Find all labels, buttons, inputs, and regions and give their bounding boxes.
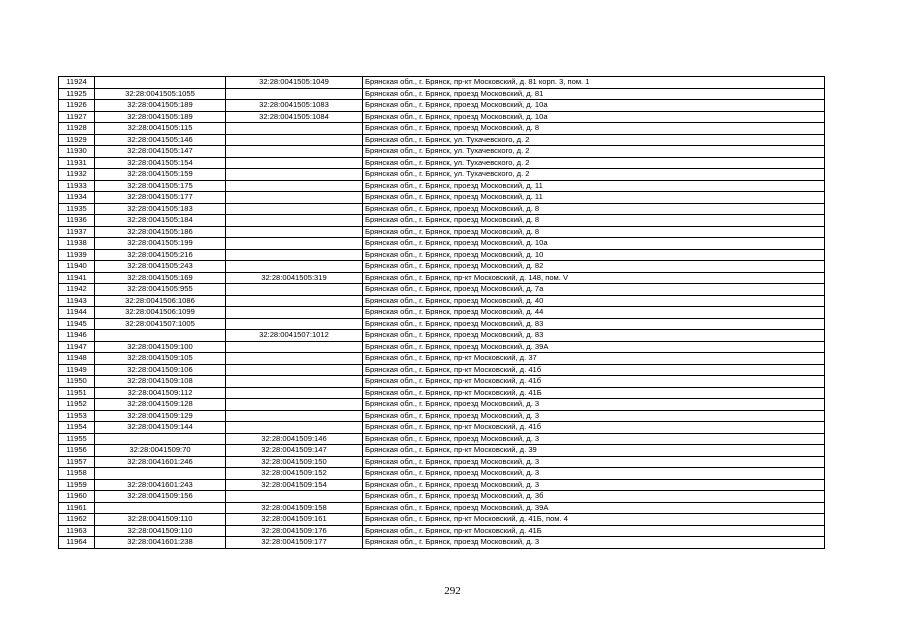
row-number-cell: 11943	[59, 295, 95, 307]
address-cell: Брянская обл., г. Брянск, проезд Московский, д. 3	[363, 410, 825, 422]
row-number-cell: 11925	[59, 88, 95, 100]
cadastral-number-cell	[95, 77, 226, 89]
building-cadastral-number-cell	[226, 123, 363, 135]
row-number-cell: 11953	[59, 410, 95, 422]
row-number-cell: 11964	[59, 537, 95, 549]
row-number-cell: 11948	[59, 353, 95, 365]
cadastral-number-cell: 32:28:0041505:189	[95, 111, 226, 123]
page-number: 292	[444, 585, 461, 597]
cadastral-number-cell: 32:28:0041505:199	[95, 238, 226, 250]
row-number-cell: 11937	[59, 226, 95, 238]
cadastral-number-cell	[95, 468, 226, 480]
building-cadastral-number-cell	[226, 376, 363, 388]
address-cell: Брянская обл., г. Брянск, проезд Московский, д. 3	[363, 456, 825, 468]
address-cell: Брянская обл., г. Брянск, пр-кт Московский, д. 81 корп. 3, пом. 1	[363, 77, 825, 89]
cadastral-number-cell: 32:28:0041505:115	[95, 123, 226, 135]
building-cadastral-number-cell	[226, 387, 363, 399]
table-row	[59, 318, 825, 330]
cadastral-number-cell: 32:28:0041601:246	[95, 456, 226, 468]
cadastral-number-cell: 32:28:0041507:1005	[95, 318, 226, 330]
cadastral-number-cell: 32:28:0041505:146	[95, 134, 226, 146]
building-cadastral-number-cell	[226, 318, 363, 330]
address-cell: Брянская обл., г. Брянск, проезд Московский, д. 8	[363, 215, 825, 227]
table-row	[59, 514, 825, 526]
cadastral-number-cell: 32:28:0041509:144	[95, 422, 226, 434]
address-cell: Брянская обл., г. Брянск, пр-кт Московский, д. 41б	[363, 364, 825, 376]
building-cadastral-number-cell	[226, 192, 363, 204]
address-cell: Брянская обл., г. Брянск, пр-кт Московский, д. 37	[363, 353, 825, 365]
cadastral-number-cell: 32:28:0041509:108	[95, 376, 226, 388]
row-number-cell: 11940	[59, 261, 95, 273]
row-number-cell: 11931	[59, 157, 95, 169]
row-number-cell: 11957	[59, 456, 95, 468]
building-cadastral-number-cell: 32:28:0041509:150	[226, 456, 363, 468]
row-number-cell: 11950	[59, 376, 95, 388]
building-cadastral-number-cell	[226, 215, 363, 227]
address-cell: Брянская обл., г. Брянск, пр-кт Московский, д. 39	[363, 445, 825, 457]
address-cell: Брянская обл., г. Брянск, пр-кт Московский, д. 41б	[363, 376, 825, 388]
cadastral-number-cell: 32:28:0041505:189	[95, 100, 226, 112]
cadastral-number-cell: 32:28:0041509:106	[95, 364, 226, 376]
building-cadastral-number-cell: 32:28:0041509:161	[226, 514, 363, 526]
address-cell: Брянская обл., г. Брянск, проезд Московский, д. 10а	[363, 111, 825, 123]
cadastral-number-cell: 32:28:0041509:105	[95, 353, 226, 365]
building-cadastral-number-cell: 32:28:0041509:177	[226, 537, 363, 549]
cadastral-number-cell: 32:28:0041506:1086	[95, 295, 226, 307]
cadastral-number-cell: 32:28:0041509:70	[95, 445, 226, 457]
building-cadastral-number-cell: 32:28:0041505:1083	[226, 100, 363, 112]
row-number-cell: 11945	[59, 318, 95, 330]
cadastral-number-cell: 32:28:0041509:156	[95, 491, 226, 503]
building-cadastral-number-cell: 32:28:0041509:152	[226, 468, 363, 480]
row-number-cell: 11935	[59, 203, 95, 215]
table-row	[59, 123, 825, 135]
address-cell: Брянская обл., г. Брянск, проезд Московский, д. 3	[363, 399, 825, 411]
building-cadastral-number-cell	[226, 295, 363, 307]
address-cell: Брянская обл., г. Брянск, пр-кт Московский, д. 148, пом. V	[363, 272, 825, 284]
row-number-cell: 11949	[59, 364, 95, 376]
address-cell: Брянская обл., г. Брянск, пр-кт Московский, д. 41Б, пом. 4	[363, 514, 825, 526]
building-cadastral-number-cell	[226, 399, 363, 411]
cadastral-number-cell: 32:28:0041505:216	[95, 249, 226, 261]
row-number-cell: 11944	[59, 307, 95, 319]
cadastral-number-cell: 32:28:0041505:147	[95, 146, 226, 158]
table-row	[59, 88, 825, 100]
building-cadastral-number-cell: 32:28:0041505:1084	[226, 111, 363, 123]
building-cadastral-number-cell	[226, 238, 363, 250]
cadastral-number-cell: 32:28:0041506:1099	[95, 307, 226, 319]
row-number-cell: 11928	[59, 123, 95, 135]
row-number-cell: 11936	[59, 215, 95, 227]
table-row	[59, 525, 825, 537]
building-cadastral-number-cell	[226, 353, 363, 365]
table-row	[59, 295, 825, 307]
table-row	[59, 456, 825, 468]
building-cadastral-number-cell: 32:28:0041509:146	[226, 433, 363, 445]
cadastral-number-cell: 32:28:0041505:177	[95, 192, 226, 204]
cadastral-number-cell	[95, 433, 226, 445]
cadastral-number-cell: 32:28:0041509:128	[95, 399, 226, 411]
table-row	[59, 180, 825, 192]
building-cadastral-number-cell	[226, 180, 363, 192]
table-row	[59, 226, 825, 238]
table-row	[59, 422, 825, 434]
cadastral-number-cell: 32:28:0041601:238	[95, 537, 226, 549]
table-row	[59, 502, 825, 514]
building-cadastral-number-cell: 32:28:0041505:319	[226, 272, 363, 284]
address-cell: Брянская обл., г. Брянск, проезд Московский, д. 40	[363, 295, 825, 307]
cadastral-number-cell: 32:28:0041505:154	[95, 157, 226, 169]
building-cadastral-number-cell: 32:28:0041509:147	[226, 445, 363, 457]
table-row	[59, 77, 825, 89]
row-number-cell: 11946	[59, 330, 95, 342]
cadastral-number-cell: 32:28:0041509:110	[95, 525, 226, 537]
row-number-cell: 11941	[59, 272, 95, 284]
table-row	[59, 341, 825, 353]
address-cell: Брянская обл., г. Брянск, ул. Тухачевского, д. 2	[363, 134, 825, 146]
cadastral-number-cell: 32:28:0041509:110	[95, 514, 226, 526]
row-number-cell: 11952	[59, 399, 95, 411]
row-number-cell: 11962	[59, 514, 95, 526]
address-cell: Брянская обл., г. Брянск, проезд Московский, д. 10а	[363, 238, 825, 250]
table-row	[59, 192, 825, 204]
cadastral-number-cell: 32:28:0041505:175	[95, 180, 226, 192]
address-cell: Брянская обл., г. Брянск, проезд Московский, д. 44	[363, 307, 825, 319]
address-cell: Брянская обл., г. Брянск, ул. Тухачевского, д. 2	[363, 146, 825, 158]
registry-table-body	[59, 77, 825, 549]
row-number-cell: 11955	[59, 433, 95, 445]
row-number-cell: 11938	[59, 238, 95, 250]
address-cell: Брянская обл., г. Брянск, проезд Московский, д. 83	[363, 330, 825, 342]
table-row	[59, 272, 825, 284]
row-number-cell: 11924	[59, 77, 95, 89]
cadastral-number-cell: 32:28:0041505:186	[95, 226, 226, 238]
row-number-cell: 11932	[59, 169, 95, 181]
address-cell: Брянская обл., г. Брянск, проезд Московский, д. 11	[363, 180, 825, 192]
table-row	[59, 376, 825, 388]
cadastral-number-cell	[95, 502, 226, 514]
row-number-cell: 11947	[59, 341, 95, 353]
table-row	[59, 111, 825, 123]
cadastral-number-cell: 32:28:0041505:169	[95, 272, 226, 284]
building-cadastral-number-cell	[226, 157, 363, 169]
building-cadastral-number-cell: 32:28:0041505:1049	[226, 77, 363, 89]
building-cadastral-number-cell	[226, 203, 363, 215]
table-row	[59, 468, 825, 480]
cadastral-number-cell	[95, 330, 226, 342]
address-cell: Брянская обл., г. Брянск, проезд Московский, д. 11	[363, 192, 825, 204]
table-row	[59, 261, 825, 273]
address-cell: Брянская обл., г. Брянск, проезд Московский, д. 3	[363, 468, 825, 480]
row-number-cell: 11927	[59, 111, 95, 123]
table-row	[59, 491, 825, 503]
table-row	[59, 157, 825, 169]
cadastral-number-cell: 32:28:0041505:955	[95, 284, 226, 296]
address-cell: Брянская обл., г. Брянск, проезд Московский, д. 8	[363, 203, 825, 215]
row-number-cell: 11961	[59, 502, 95, 514]
building-cadastral-number-cell	[226, 410, 363, 422]
row-number-cell: 11954	[59, 422, 95, 434]
table-row	[59, 169, 825, 181]
table-row	[59, 387, 825, 399]
address-cell: Брянская обл., г. Брянск, проезд Московский, д. 81	[363, 88, 825, 100]
address-cell: Брянская обл., г. Брянск, проезд Московский, д. 10а	[363, 100, 825, 112]
table-row	[59, 364, 825, 376]
building-cadastral-number-cell	[226, 422, 363, 434]
cadastral-number-cell: 32:28:0041505:1055	[95, 88, 226, 100]
address-cell: Брянская обл., г. Брянск, проезд Московский, д. 7а	[363, 284, 825, 296]
building-cadastral-number-cell	[226, 134, 363, 146]
cadastral-number-cell: 32:28:0041509:100	[95, 341, 226, 353]
building-cadastral-number-cell	[226, 261, 363, 273]
building-cadastral-number-cell: 32:28:0041509:154	[226, 479, 363, 491]
address-cell: Брянская обл., г. Брянск, проезд Московский, д. 83	[363, 318, 825, 330]
address-cell: Брянская обл., г. Брянск, пр-кт Московский, д. 41б	[363, 422, 825, 434]
building-cadastral-number-cell	[226, 226, 363, 238]
table-row	[59, 215, 825, 227]
row-number-cell: 11929	[59, 134, 95, 146]
row-number-cell: 11951	[59, 387, 95, 399]
table-row	[59, 307, 825, 319]
row-number-cell: 11933	[59, 180, 95, 192]
row-number-cell: 11959	[59, 479, 95, 491]
row-number-cell: 11960	[59, 491, 95, 503]
cadastral-number-cell: 32:28:0041505:243	[95, 261, 226, 273]
table-row	[59, 537, 825, 549]
table-row	[59, 203, 825, 215]
building-cadastral-number-cell	[226, 146, 363, 158]
address-cell: Брянская обл., г. Брянск, проезд Московский, д. 3	[363, 479, 825, 491]
cadastral-number-cell: 32:28:0041505:183	[95, 203, 226, 215]
building-cadastral-number-cell	[226, 249, 363, 261]
row-number-cell: 11942	[59, 284, 95, 296]
row-number-cell: 11926	[59, 100, 95, 112]
cadastral-number-cell: 32:28:0041601:243	[95, 479, 226, 491]
address-cell: Брянская обл., г. Брянск, ул. Тухачевского, д. 2	[363, 157, 825, 169]
building-cadastral-number-cell	[226, 364, 363, 376]
address-cell: Брянская обл., г. Брянск, ул. Тухачевского, д. 2	[363, 169, 825, 181]
address-cell: Брянская обл., г. Брянск, пр-кт Московский, д. 41Б	[363, 387, 825, 399]
building-cadastral-number-cell: 32:28:0041509:176	[226, 525, 363, 537]
building-cadastral-number-cell	[226, 88, 363, 100]
table-row	[59, 330, 825, 342]
table-row	[59, 146, 825, 158]
building-cadastral-number-cell	[226, 169, 363, 181]
table-row	[59, 479, 825, 491]
table-row	[59, 433, 825, 445]
address-cell: Брянская обл., г. Брянск, проезд Московский, д. 3	[363, 537, 825, 549]
address-cell: Брянская обл., г. Брянск, проезд Московский, д. 8	[363, 226, 825, 238]
address-cell: Брянская обл., г. Брянск, проезд Московский, д. 10	[363, 249, 825, 261]
table-row	[59, 134, 825, 146]
table-row	[59, 249, 825, 261]
address-cell: Брянская обл., г. Брянск, проезд Московский, д. 39А	[363, 502, 825, 514]
cadastral-number-cell: 32:28:0041509:112	[95, 387, 226, 399]
address-cell: Брянская обл., г. Брянск, проезд Московский, д. 39А	[363, 341, 825, 353]
address-cell: Брянская обл., г. Брянск, проезд Московский, д. 3б	[363, 491, 825, 503]
row-number-cell: 11963	[59, 525, 95, 537]
row-number-cell: 11958	[59, 468, 95, 480]
table-row	[59, 410, 825, 422]
table-row	[59, 100, 825, 112]
cadastral-number-cell: 32:28:0041509:129	[95, 410, 226, 422]
table-row	[59, 238, 825, 250]
address-cell: Брянская обл., г. Брянск, проезд Московский, д. 8	[363, 123, 825, 135]
building-cadastral-number-cell	[226, 341, 363, 353]
table-row	[59, 284, 825, 296]
building-cadastral-number-cell	[226, 284, 363, 296]
building-cadastral-number-cell: 32:28:0041509:158	[226, 502, 363, 514]
row-number-cell: 11930	[59, 146, 95, 158]
registry-table	[58, 76, 825, 549]
cadastral-number-cell: 32:28:0041505:159	[95, 169, 226, 181]
table-row	[59, 353, 825, 365]
address-cell: Брянская обл., г. Брянск, пр-кт Московский, д. 41Б	[363, 525, 825, 537]
address-cell: Брянская обл., г. Брянск, проезд Московский, д. 82	[363, 261, 825, 273]
table-row	[59, 399, 825, 411]
building-cadastral-number-cell	[226, 307, 363, 319]
cadastral-number-cell: 32:28:0041505:184	[95, 215, 226, 227]
table-row	[59, 445, 825, 457]
building-cadastral-number-cell: 32:28:0041507:1012	[226, 330, 363, 342]
row-number-cell: 11934	[59, 192, 95, 204]
row-number-cell: 11956	[59, 445, 95, 457]
building-cadastral-number-cell	[226, 491, 363, 503]
row-number-cell: 11939	[59, 249, 95, 261]
address-cell: Брянская обл., г. Брянск, проезд Московский, д. 3	[363, 433, 825, 445]
